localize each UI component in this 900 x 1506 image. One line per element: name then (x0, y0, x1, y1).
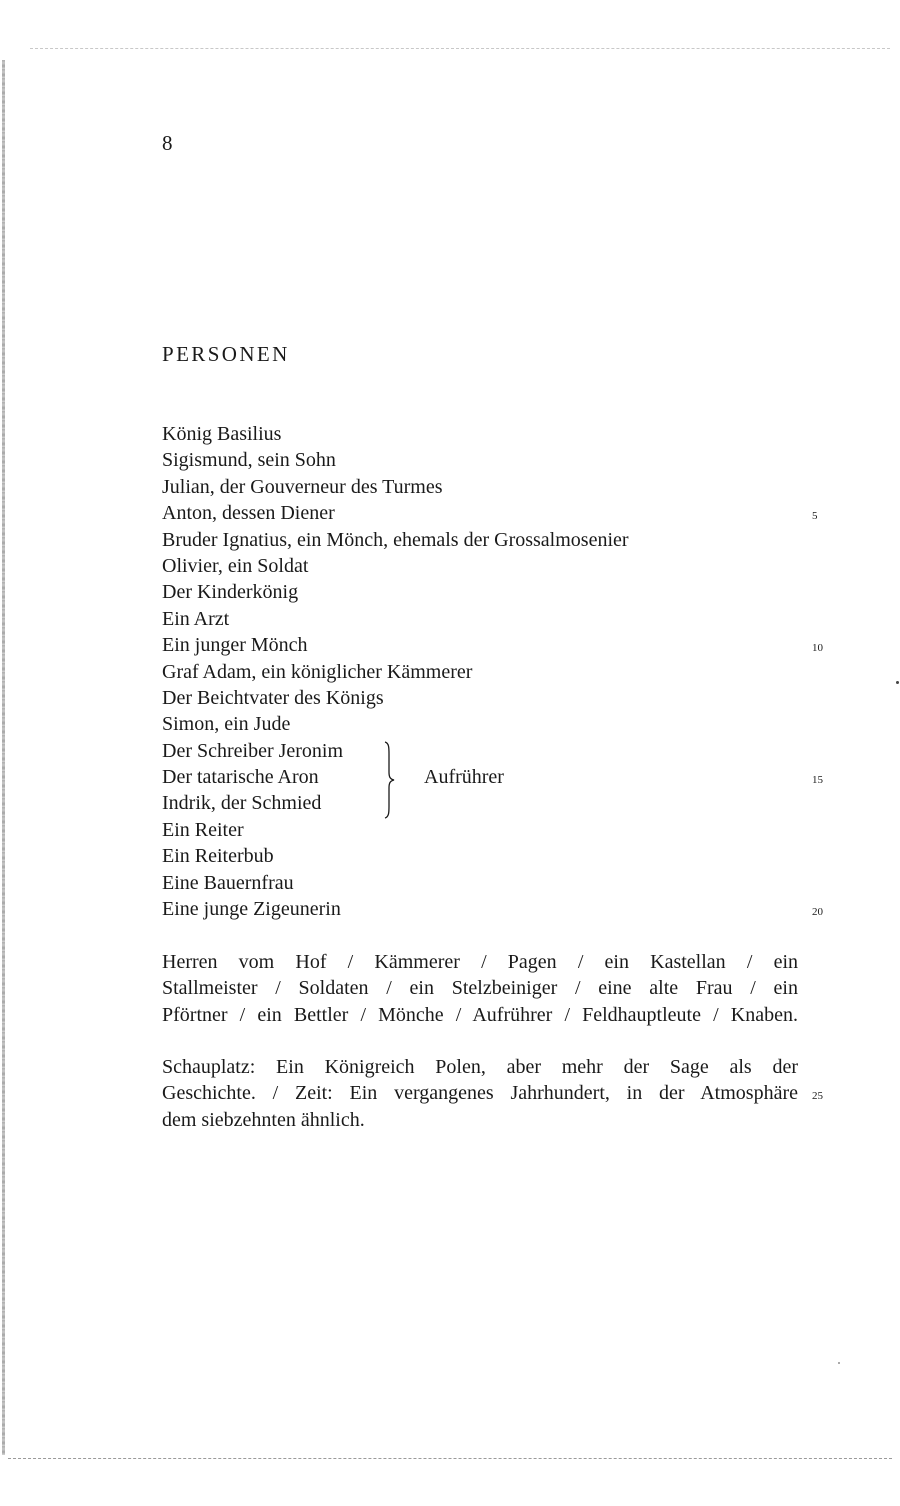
cast-item: Ein junger Mönch (162, 634, 308, 657)
paragraph-line: Pförtner / ein Bettler / Mönche / Aufrührer / Feldhauptleute / Knaben. (162, 1003, 798, 1026)
line-number: 10 (812, 642, 823, 654)
cast-item: Eine junge Zigeunerin (162, 898, 341, 921)
extras-paragraph (162, 949, 798, 1028)
cast-item: Der Schreiber Jeronim (162, 739, 344, 762)
group-label-rebels: Aufrührer (424, 766, 504, 788)
scan-speck (838, 1362, 840, 1364)
cast-item: Ein Arzt (162, 607, 230, 630)
cast-item: Ein Reiter (162, 818, 244, 841)
line-number: 15 (812, 774, 823, 786)
paragraph-line: Geschichte. / Zeit: Ein vergangenes Jahrhundert, in der Atmosphäre (162, 1082, 798, 1105)
line-number: 5 (812, 510, 818, 522)
scan-edge-artifact (2, 60, 5, 1455)
cast-item: Ein Reiterbub (162, 845, 274, 868)
paragraph-line: Stallmeister / Soldaten / ein Stelzbeiniger / eine alte Frau / ein (162, 977, 798, 1000)
cast-item: König Basilius (162, 423, 282, 445)
cast-list (162, 421, 812, 922)
cast-item: Olivier, ein Soldat (162, 554, 309, 577)
cast-item: Der tatarische Aron (162, 766, 319, 789)
cast-item: Simon, ein Jude (162, 713, 291, 736)
line-number: 20 (812, 906, 823, 918)
cast-item: Indrik, der Schmied (162, 792, 322, 815)
paragraph-line: dem siebzehnten ähnlich. (162, 1108, 365, 1131)
cast-item: Der Beichtvater des Königs (162, 686, 384, 709)
scan-rule-top (30, 48, 890, 49)
cast-item: Bruder Ignatius, ein Mönch, ehemals der Grossalmosenier (162, 528, 629, 551)
cast-item: Eine Bauernfrau (162, 871, 294, 894)
paragraph-line: Schauplatz: Ein Königreich Polen, aber mehr der Sage als der (162, 1056, 798, 1078)
paragraph-line: Herren vom Hof / Kämmerer / Pagen / ein Kastellan / ein (162, 951, 798, 973)
page-number: 8 (162, 131, 173, 155)
page-title: PERSONEN (162, 342, 290, 366)
line-number: 25 (812, 1090, 823, 1102)
curly-brace-icon (380, 740, 400, 820)
setting-paragraph (162, 1054, 798, 1133)
scan-speck (896, 681, 899, 684)
cast-item: Der Kinderkönig (162, 581, 299, 604)
cast-item: Sigismund, sein Sohn (162, 449, 336, 472)
cast-item: Anton, dessen Diener (162, 502, 335, 525)
scan-rule-bottom (8, 1458, 892, 1459)
cast-item: Graf Adam, ein königlicher Kämmerer (162, 660, 473, 683)
cast-item: Julian, der Gouverneur des Turmes (162, 475, 443, 498)
